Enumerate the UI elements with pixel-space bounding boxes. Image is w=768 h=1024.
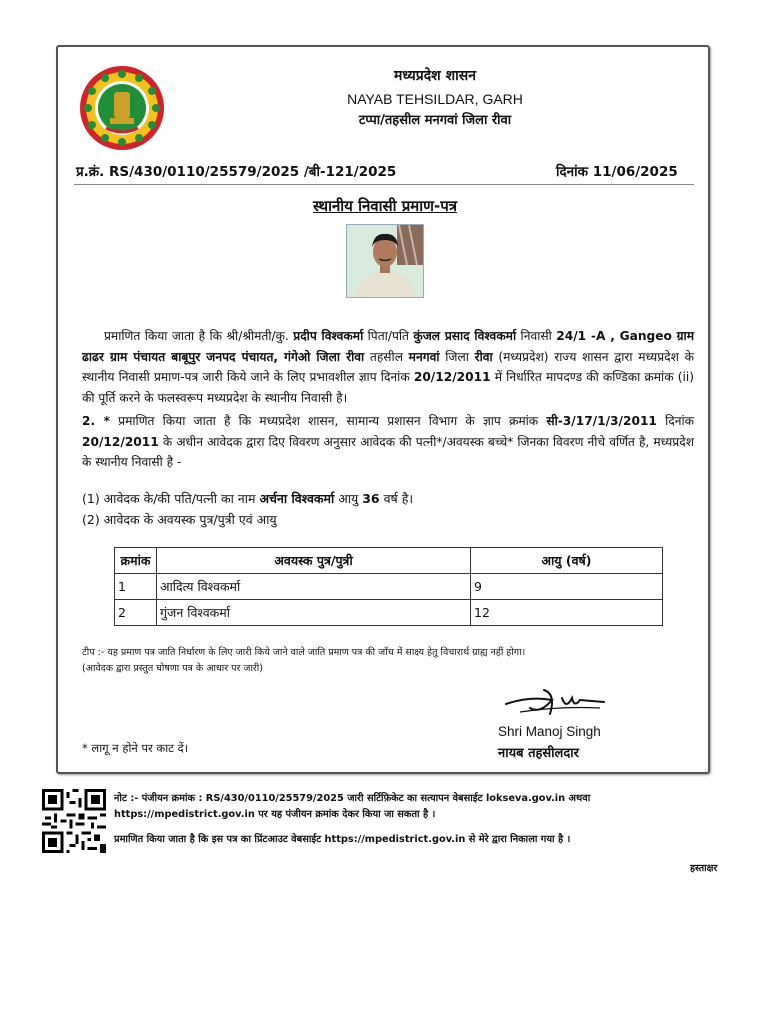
certificate-title: स्थानीय निवासी प्रमाण-पत्र	[312, 197, 458, 215]
issue-date: दिनांक 11/06/2025	[556, 164, 678, 180]
footer-printout-note: प्रमाणित किया जाता है कि इस पत्र का प्रिंटआउट वेबसाईट https://mpedistrict.gov.in से मेरे द्वारा निकाला गया है ।	[114, 834, 571, 845]
memo-number: सी-3/17/1/3/2011	[546, 414, 657, 428]
signatory-name: Shri Manoj Singh	[498, 724, 601, 739]
children-table	[114, 547, 663, 626]
spouse-line: (1) आवेदक के/की पति/पत्नी का नाम अर्चना विश्वकर्मा आयु 36 वर्ष है।	[82, 491, 414, 506]
applicant-name: प्रदीप विश्वकर्मा	[293, 329, 364, 343]
column-serial: क्रमांक	[115, 548, 157, 574]
memo-date: 20/12/2011	[413, 370, 491, 384]
header-state: मध्यप्रदेश शासन	[394, 68, 476, 84]
applicant-address: 24/1 -A , Gangeo ग्राम ढाढर ग्राम पंचायत बाबूपुर जनपद पंचायत, गंगेओ जिला रीवा	[82, 329, 694, 364]
remark-basis: (आवेदक द्वारा प्रस्तुत घोषणा पत्र के आधार पर जारी)	[82, 663, 263, 674]
tehsil-name: मनगवां	[408, 349, 440, 364]
reference-number: प्र.क्रं. RS/430/0110/25579/2025 /बी-121/2025	[76, 164, 397, 180]
divider	[74, 184, 694, 185]
header-tehsil: टप्पा/तहसील मनगवां जिला रीवा	[358, 113, 512, 128]
table-header-row	[115, 548, 663, 574]
certificate-paragraph-2: 2. * प्रमाणित किया जाता है कि मध्यप्रदेश शासन, सामान्य प्रशासन विभाग के ज्ञाप क्रमांक सी-3/17/1/3/2011 दिनांक 20/12/2011 के अधीन आवेदक द्वारा दिए विवरण अनुसार आवेदक की पत्नी*/अवयस्क बच्चे* जिनका विवरण नीचे वर्णित है, मध्यप्रदेश के स्थानीय निवासी है -	[82, 414, 694, 469]
district-name: रीवा	[474, 349, 493, 364]
strike-note: * लागू न होने पर काट दें।	[82, 741, 189, 755]
qr-code-icon	[42, 789, 106, 853]
signature-mark	[500, 684, 610, 720]
certificate-paragraph-1: प्रमाणित किया जाता है कि श्री/श्रीमती/कु. प्रदीप विश्वकर्मा पिता/पति कुंजल प्रसाद विश्वकर्मा निवासी 24/1 -A , Gangeo ग्राम ढाढर ग्राम पंचायत बाबूपुर जनपद पंचायत, गंगेओ जिला रीवा तहसील मनगवां जिला रीवा (मध्यप्रदेश) राज्य शासन द्वारा मध्यप्रदेश के स्थानीय निवासी प्रमाण-पत्र जारी किये जाने के लिए प्रभावशील ज्ञाप दिनांक 20/12/2011 में निर्धारित मापदण्ड की कण्डिका क्रमांक (ii) की पूर्ति करने के फलस्वरूप मध्यप्रदेश के स्थानीय निवासी है।	[82, 329, 694, 405]
remark-note: टीप :- यह प्रमाण पत्र जाति निर्धारण के लिए जारी किये जाने वाले जाति प्रमाण पत्र की जाँच में साक्ष्य हेतु विचारार्थ ग्राह्य नहीं होगा।	[82, 647, 526, 658]
footer-verification-url: https://mpedistrict.gov.in पर यह पंजीयन क्रमांक देकर किया जा सकता है ।	[114, 809, 436, 820]
header-office: NAYAB TEHSILDAR, GARH	[347, 91, 523, 107]
signatory-designation: नायब तहसीलदार	[498, 746, 579, 761]
spouse-name: अर्चना विश्वकर्मा	[259, 491, 335, 506]
applicant-photo	[346, 224, 424, 298]
father-name: कुंजल प्रसाद विश्वकर्मा	[413, 329, 517, 343]
spouse-age: 36	[362, 491, 380, 506]
table-row: 2 गुंजन विश्वकर्मा 12	[115, 600, 663, 626]
table-row: 1 आदित्य विश्वकर्मा 9	[115, 574, 663, 600]
column-age: आयु (वर्ष)	[471, 548, 663, 574]
signature-label: हस्ताक्षर	[690, 863, 718, 874]
mp-government-emblem-icon	[78, 64, 166, 152]
footer-verification-note: नोट :- पंजीयन क्रमांक : RS/430/0110/25579/2025 जारी सर्टिफ़िकेट का सत्यापन वेबसाईट lokseva.gov.in अथवा	[114, 793, 591, 804]
children-line: (2) आवेदक के अवयस्क पुत्र/पुत्री एवं आयु	[82, 512, 277, 527]
column-child-name: अवयस्क पुत्र/पुत्री	[157, 548, 471, 574]
